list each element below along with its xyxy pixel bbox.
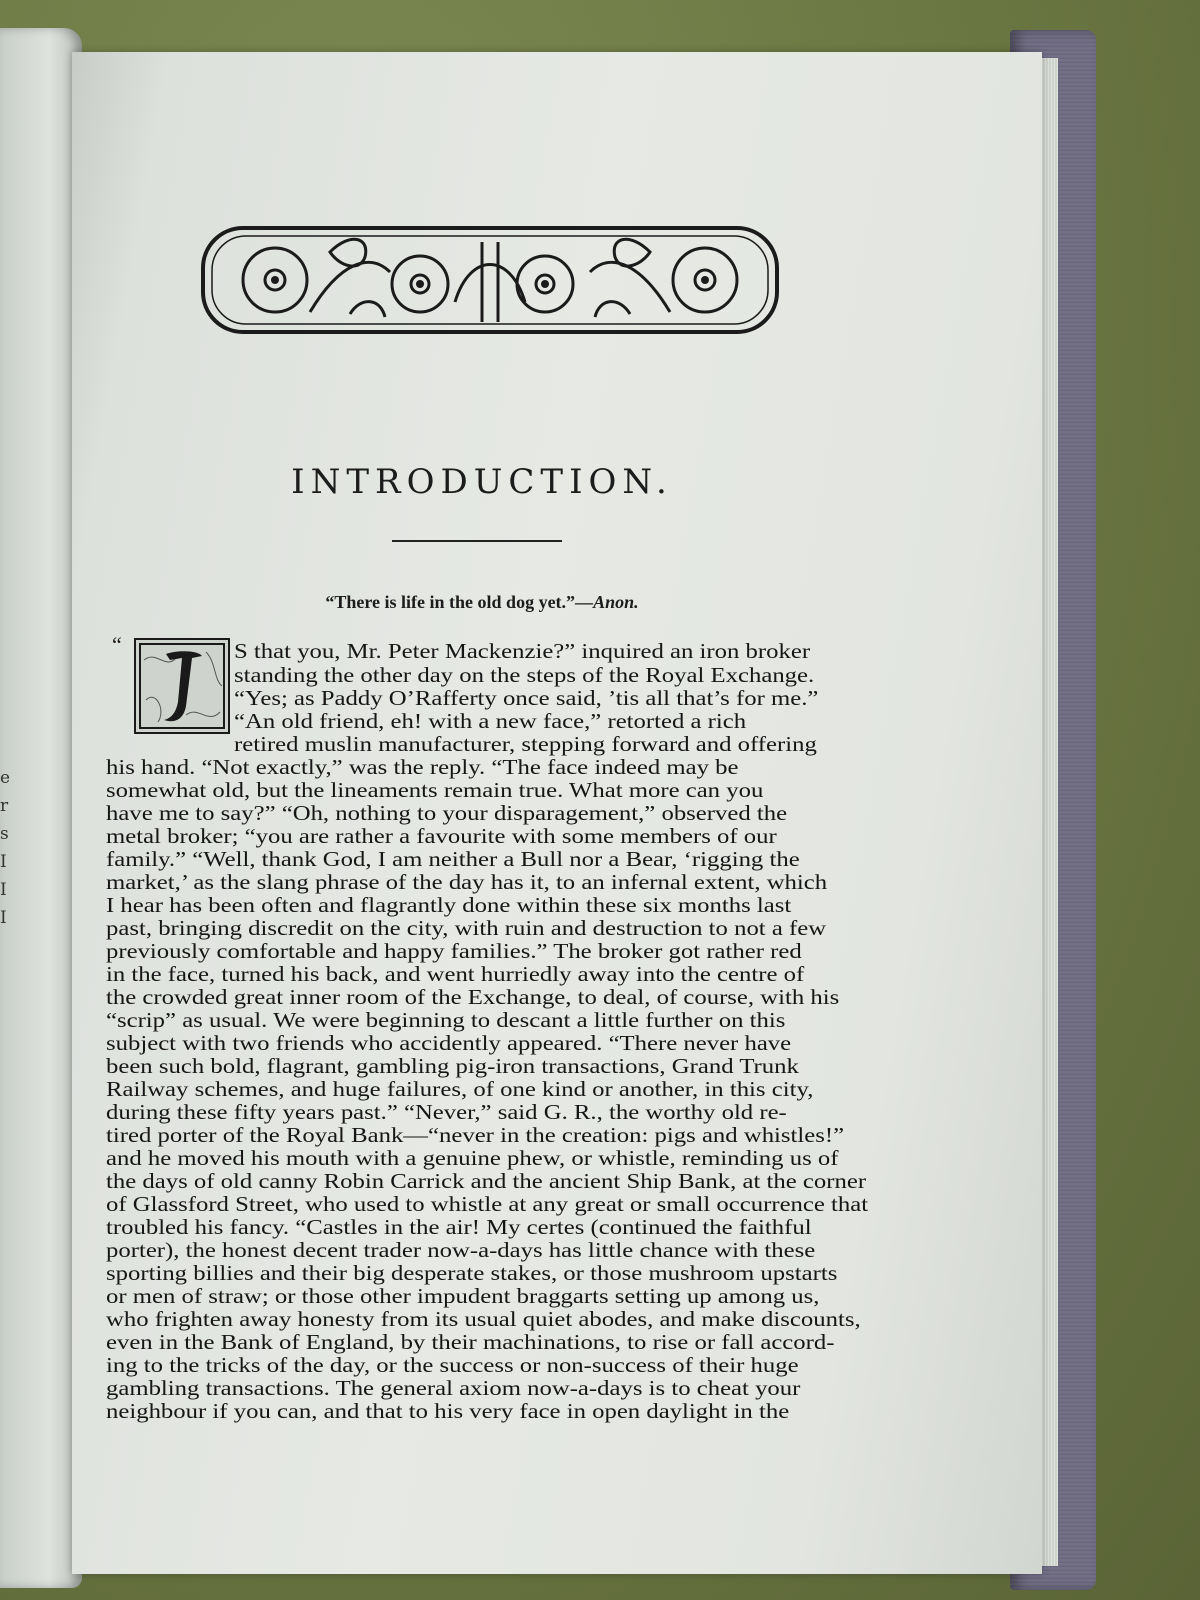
body-line: and he moved his mouth with a genuine phew, or whistle, reminding us of: [106, 1146, 839, 1170]
body-line: family.” “Well, thank God, I am neither a Bull nor a Bear, ‘rigging the: [106, 847, 800, 871]
left-glyph: I: [0, 908, 7, 928]
body-line: past, bringing discredit on the city, with ruin and destruction to not a few: [106, 916, 827, 940]
chapter-title: INTRODUCTION.: [291, 462, 673, 502]
body-line: metal broker; “you are rather a favourite with some members of our: [106, 824, 777, 848]
left-facing-page: [0, 28, 82, 1588]
decorated-initial-i: [134, 638, 230, 734]
body-line: Railway schemes, and huge failures, of one kind or another, in this city,: [106, 1077, 814, 1101]
body-line: troubled his fancy. “Castles in the air! My certes (continued the faithful: [106, 1215, 812, 1239]
epigraph-source: Anon.: [593, 592, 639, 612]
body-line: porter), the honest decent trader now-a-days has little chance with these: [106, 1238, 816, 1262]
left-glyph: I: [0, 880, 7, 900]
body-line: tired porter of the Royal Bank—“never in the creation: pigs and whistles!”: [106, 1123, 845, 1147]
book-page: [72, 52, 1042, 1574]
left-glyph: I: [0, 852, 7, 872]
body-line: in the face, turned his back, and went hurriedly away into the centre of: [106, 962, 805, 986]
body-line: market,’ as the slang phrase of the day has it, to an infernal extent, which: [106, 870, 828, 894]
left-glyph: e: [0, 768, 11, 788]
body-line: “An old friend, eh! with a new face,” retorted a rich: [234, 709, 747, 733]
body-line: retired muslin manufacturer, stepping forward and offering: [234, 732, 817, 756]
floral-ornament-headpiece: [200, 222, 780, 340]
body-line: somewhat old, but the lineaments remain true. What more can you: [106, 778, 764, 802]
body-line: “Yes; as Paddy O’Rafferty once said, ’tis all that’s for me.”: [234, 686, 819, 710]
body-line: gambling transactions. The general axiom now-a-days is to cheat your: [106, 1376, 801, 1400]
title-rule: [392, 540, 562, 542]
body-line: S that you, Mr. Peter Mackenzie?” inquired an iron broker: [234, 639, 811, 663]
body-line: sporting billies and their big desperate stakes, or those mushroom upstarts: [106, 1261, 838, 1285]
body-line: standing the other day on the steps of the Royal Exchange.: [234, 663, 815, 687]
body-line: who frighten away honesty from its usual quiet abodes, and make discounts,: [106, 1307, 861, 1331]
body-line: subject with two friends who accidently appeared. “There never have: [106, 1031, 792, 1055]
body-line: of Glassford Street, who used to whistle at any great or small occurrence that: [106, 1192, 869, 1216]
body-line: been such bold, flagrant, gambling pig-iron transactions, Grand Trunk: [106, 1054, 799, 1078]
body-line: the days of old canny Robin Carrick and the ancient Ship Bank, at the corner: [106, 1169, 867, 1193]
body-line: his hand. “Not exactly,” was the reply. “The face indeed may be: [106, 755, 739, 779]
epigraph: [72, 592, 892, 613]
opening-quote-mark: “: [112, 632, 122, 657]
body-line: neighbour if you can, and that to his very face in open daylight in the: [106, 1399, 790, 1423]
body-line: during these fifty years past.” “Never,” said G. R., the worthy old re-: [106, 1100, 787, 1124]
left-glyph: r: [0, 796, 9, 816]
body-line: previously comfortable and happy families.” The broker got rather red: [106, 939, 802, 963]
body-line: ing to the tricks of the day, or the success or non-success of their huge: [106, 1353, 799, 1377]
epigraph-text: “There is life in the old dog yet.”—: [325, 592, 594, 612]
left-glyph: s: [0, 824, 9, 844]
body-line: “scrip” as usual. We were beginning to descant a little further on this: [106, 1008, 786, 1032]
body-line: the crowded great inner room of the Exchange, to deal, of course, with his: [106, 985, 840, 1009]
body-line: have me to say?” “Oh, nothing to your disparagement,” observed the: [106, 801, 788, 825]
body-line: or men of straw; or those other impudent braggarts setting up among us,: [106, 1284, 820, 1308]
body-line: I hear has been often and flagrantly done within these six months last: [106, 893, 792, 917]
left-page-text-fragments: [0, 768, 14, 936]
body-line: even in the Bank of England, by their machinations, to rise or fall accord-: [106, 1330, 835, 1354]
